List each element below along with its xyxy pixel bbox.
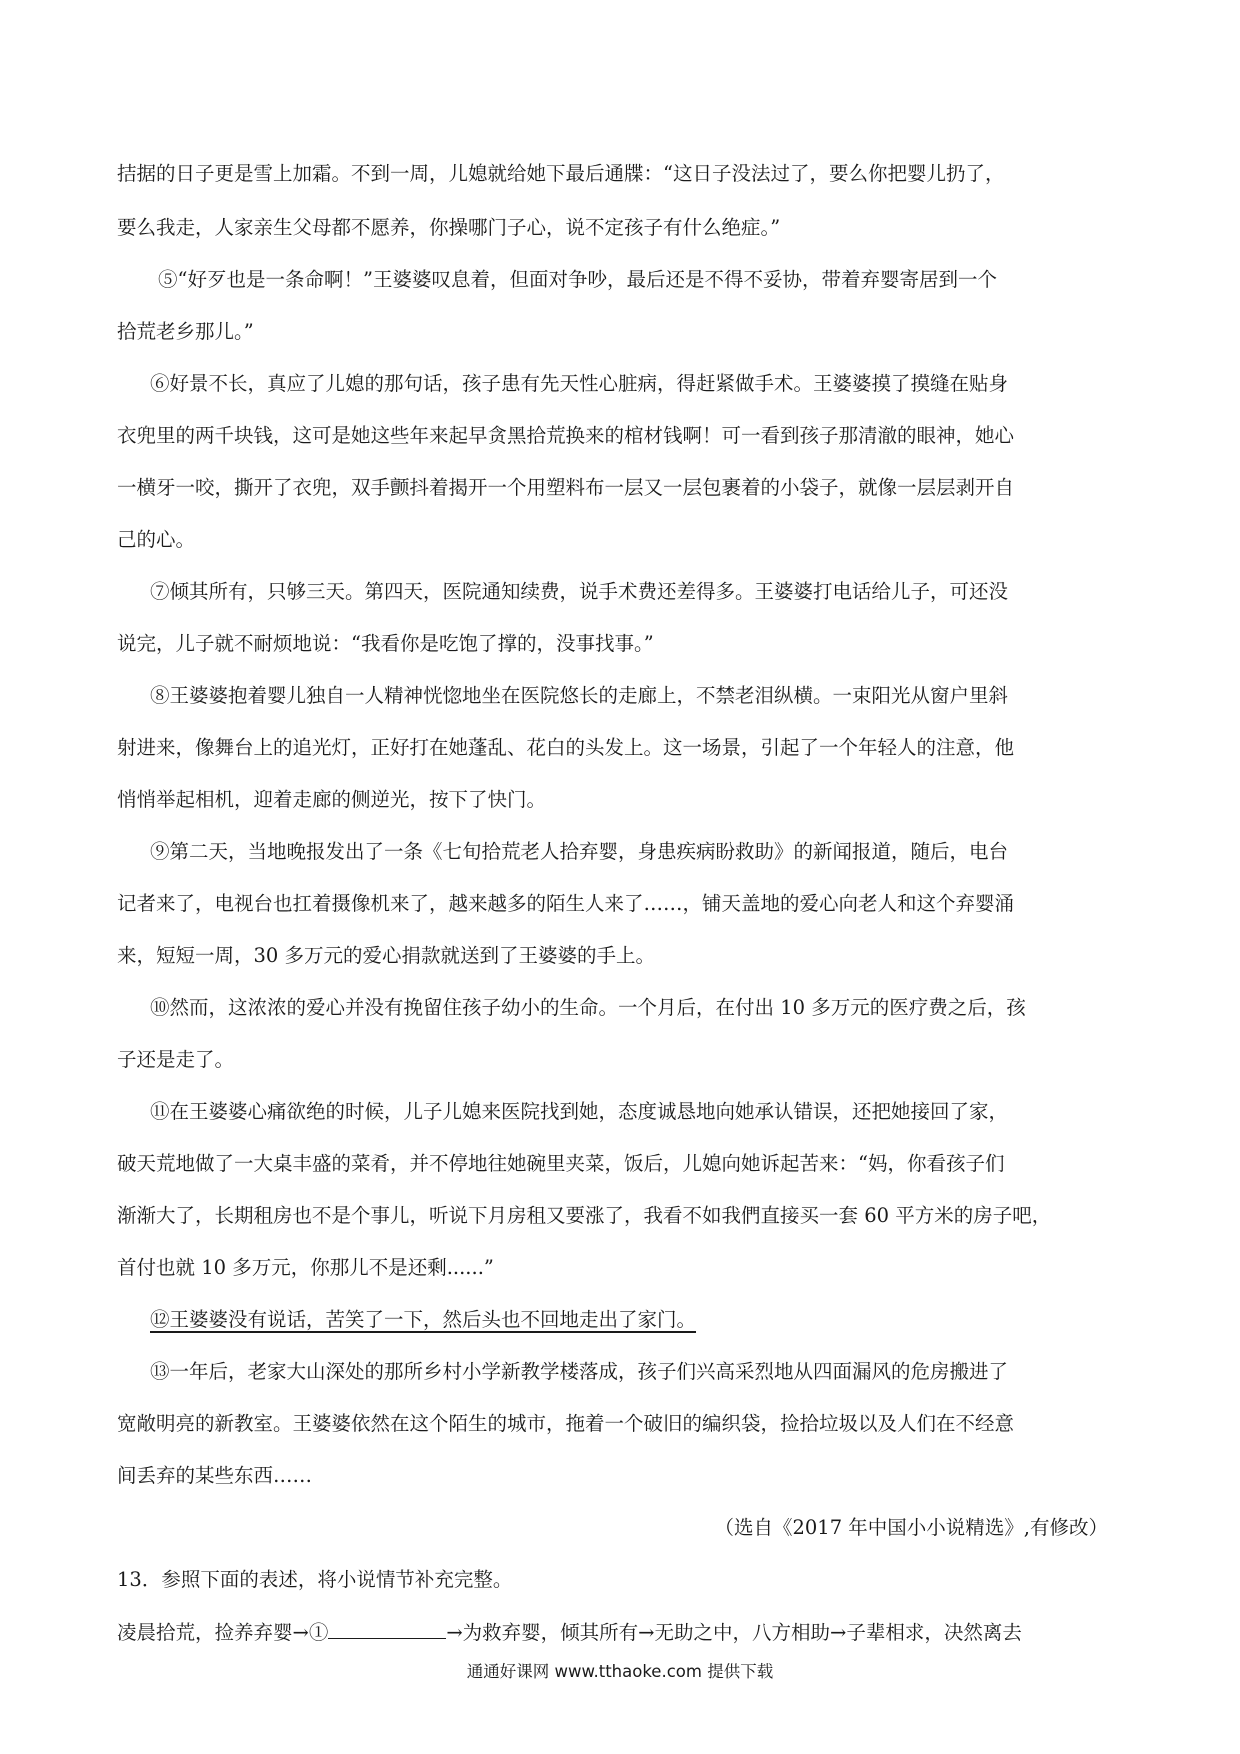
paragraph-line: 说完，儿子就不耐烦地说：“我看你是吃饱了撑的，没事找事。” [117,632,654,655]
paragraph-line: 间丢弃的某些东西…… [117,1464,313,1487]
plot-after: →为救弃婴，倾其所有→无助之中，八方相助→子辈相求，决然离去 [446,1621,1022,1644]
answer-blank[interactable] [328,1620,446,1639]
paragraph-11-line: ⑪在王婆婆心痛欲绝的时候，儿子儿媳来医院找到她，态度诚恳地向她承认错误，还把她接回了家， [150,1100,1009,1123]
paragraph-6-line: ⑥好景不长，真应了儿媳的那句话，孩子患有先天性心脏病，得赶紧做手术。王婆婆摸了摸缝在贴身 [150,372,1009,395]
paragraph-line: 破天荒地做了一大桌丰盛的菜肴，并不停地往她碗里夹菜，饭后，儿媳向她诉起苦来：“妈，你看孩子们 [117,1152,1005,1175]
paragraph-5-line: ⑤“好歹也是一条命啊！”王婆婆叹息着，但面对争吵，最后还是不得不妥协，带着弃婴寄居到一个 [158,268,997,291]
paragraph-line: 记者来了，电视台也扛着摄像机来了，越来越多的陌生人来了……，铺天盖地的爱心向老人和这个弃婴涌 [117,892,1015,915]
plot-before: 凌晨拾荒，捡养弃婴→① [117,1621,329,1644]
paragraph-line: 一横牙一咬，撕开了衣兜，双手颤抖着揭开一个用塑料布一层又一层包裹着的小袋子，就像一层层剥开自 [117,476,1015,499]
paragraph-line: 首付也就 10 多万元，你那儿不是还剩......” [117,1256,494,1279]
question-13: 13．参照下面的表述，将小说情节补充完整。 [117,1568,513,1591]
paragraph-13-line: ⑬一年后，老家大山深处的那所乡村小学新教学楼落成，孩子们兴高采烈地从四面漏风的危房搬进了 [150,1360,1009,1383]
paragraph-8-line: ⑧王婆婆抱着婴儿独自一人精神恍惚地坐在医院悠长的走廊上，不禁老泪纵横。一束阳光从窗户里斜 [150,684,1009,707]
paragraph-10-line: ⑩然而，这浓浓的爱心并没有挽留住孩子幼小的生命。一个月后，在付出 10 多万元的医疗费之后，孩 [150,996,1026,1019]
paragraph-line: 子还是走了。 [117,1048,235,1071]
source-citation: （选自《2017 年中国小小说精选》,有修改） [714,1516,1108,1539]
paragraph-line: 悄悄举起相机，迎着走廊的侧逆光，按下了快门。 [117,788,547,811]
paragraph-line: 射进来，像舞台上的追光灯，正好打在她蓬乱、花白的头发上。这一场景，引起了一个年轻人的注意，他 [117,736,1015,759]
paragraph-7-line: ⑦倾其所有，只够三天。第四天，医院通知续费，说手术费还差得多。王婆婆打电话给儿子，可还没 [150,580,1009,603]
paragraph-12-underlined: ⑫王婆婆没有说话，苦笑了一下，然后头也不回地走出了家门。 [150,1308,697,1331]
paragraph-9-line: ⑨第二天，当地晚报发出了一条《七旬拾荒老人拾弃婴，身患疾病盼救助》的新闻报道，随后，电台 [150,840,1009,863]
paragraph-line: 要么我走，人家亲生父母都不愿养，你操哪门子心，说不定孩子有什么绝症。” [117,216,781,239]
paragraph-line: 己的心。 [117,528,196,551]
plot-summary-line [117,1620,1022,1645]
paragraph-line: 拾荒老乡那儿。” [117,320,254,343]
page-footer: 通通好课网 www.tthaoke.com 提供下载 [466,1662,774,1681]
paragraph-line: 衣兜里的两千块钱，这可是她这些年来起早贪黑拾荒换来的棺材钱啊！可一看到孩子那清澈的眼神，她心 [117,424,1015,447]
paragraph-line: 来，短短一周，30 多万元的爱心捐款就送到了王婆婆的手上。 [117,944,656,967]
paragraph-line: 宽敞明亮的新教室。王婆婆依然在这个陌生的城市，拖着一个破旧的编织袋，捡拾垃圾以及人们在不经意 [117,1412,1015,1435]
paragraph-line: 拮据的日子更是雪上加霜。不到一周，儿媳就给她下最后通牒：“这日子没法过了，要么你把婴儿扔了， [117,162,1005,185]
paragraph-line: 渐渐大了，长期租房也不是个事儿，听说下月房租又要涨了，我看不如我們直接买一套 60 平方米的房子吧， [117,1204,1052,1227]
